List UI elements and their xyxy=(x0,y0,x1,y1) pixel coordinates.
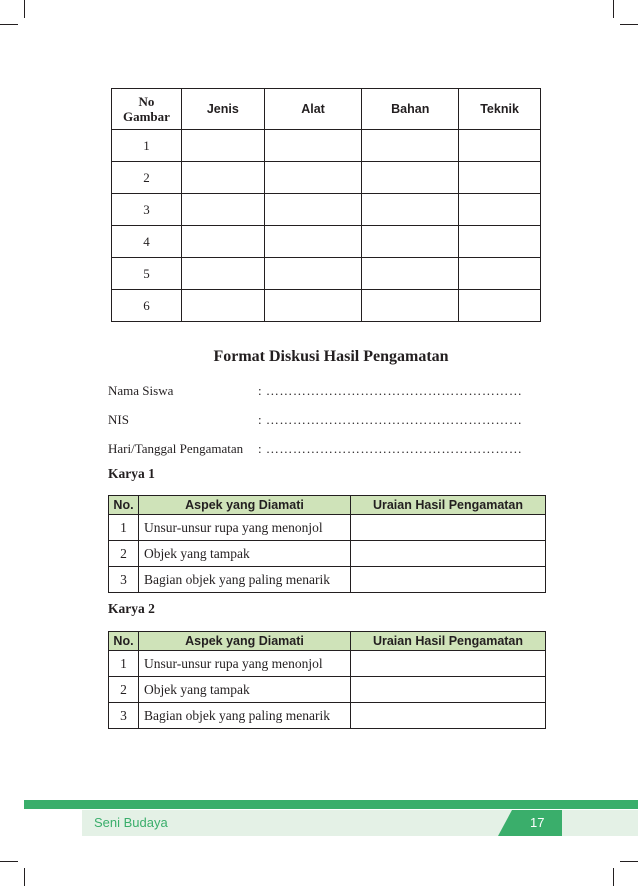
column-header-uraian: Uraian Hasil Pengamatan xyxy=(351,496,546,515)
uraian-cell[interactable] xyxy=(351,651,546,677)
karya-2-table xyxy=(108,631,546,729)
cell-bahan[interactable] xyxy=(362,162,459,194)
field-value-nama-siswa[interactable]: : ………………………………………………… xyxy=(258,383,523,398)
row-number: 2 xyxy=(109,677,139,703)
crop-mark xyxy=(0,24,18,25)
column-header-no-gambar xyxy=(112,89,182,130)
table-row xyxy=(112,290,541,322)
column-header-bahan: Bahan xyxy=(362,89,459,130)
aspek-cell: Unsur-unsur rupa yang menonjol xyxy=(139,515,351,541)
cell-teknik[interactable] xyxy=(459,162,541,194)
row-number: 3 xyxy=(109,703,139,729)
uraian-cell[interactable] xyxy=(351,541,546,567)
cell-bahan[interactable] xyxy=(362,226,459,258)
field-label-hari-tanggal: Hari/Tanggal Pengamatan xyxy=(108,441,244,456)
table-row xyxy=(112,130,541,162)
uraian-cell[interactable] xyxy=(351,515,546,541)
field-label-nama-siswa: Nama Siswa xyxy=(108,383,174,398)
column-header-alat: Alat xyxy=(264,89,362,130)
table-row xyxy=(109,677,546,703)
cell-alat[interactable] xyxy=(264,130,362,162)
karya-1-table xyxy=(108,495,546,593)
uraian-cell[interactable] xyxy=(351,567,546,593)
table-row xyxy=(109,651,546,677)
table-header-row xyxy=(112,89,541,130)
cell-alat[interactable] xyxy=(264,258,362,290)
row-number: 5 xyxy=(112,258,182,290)
table-row xyxy=(109,515,546,541)
crop-mark xyxy=(0,861,18,862)
row-number: 6 xyxy=(112,290,182,322)
cell-teknik[interactable] xyxy=(459,258,541,290)
column-header-aspek: Aspek yang Diamati xyxy=(139,632,351,651)
header-no-line2: Gambar xyxy=(122,109,170,124)
column-header-uraian: Uraian Hasil Pengamatan xyxy=(351,632,546,651)
cell-teknik[interactable] xyxy=(459,226,541,258)
row-number: 2 xyxy=(112,162,182,194)
section-title-text: Format Diskusi Hasil Pengamatan xyxy=(213,348,449,365)
cell-jenis[interactable] xyxy=(181,226,264,258)
cell-alat[interactable] xyxy=(264,226,362,258)
cell-jenis[interactable] xyxy=(181,130,264,162)
table-row xyxy=(112,194,541,226)
field-value-nis[interactable]: : ………………………………………………… xyxy=(258,412,523,427)
cell-teknik[interactable] xyxy=(459,130,541,162)
table-row xyxy=(109,567,546,593)
aspek-cell: Objek yang tampak xyxy=(139,677,351,703)
row-number: 1 xyxy=(109,515,139,541)
cell-bahan[interactable] xyxy=(362,290,459,322)
crop-mark xyxy=(24,0,25,18)
table-header-row xyxy=(109,632,546,651)
table-row xyxy=(112,226,541,258)
cell-alat[interactable] xyxy=(264,194,362,226)
table-row xyxy=(109,703,546,729)
crop-mark xyxy=(620,861,638,862)
cell-jenis[interactable] xyxy=(181,162,264,194)
crop-mark xyxy=(613,0,614,18)
uraian-cell[interactable] xyxy=(351,703,546,729)
aspek-cell: Bagian objek yang paling menarik xyxy=(139,567,351,593)
aspek-cell: Bagian objek yang paling menarik xyxy=(139,703,351,729)
table-row xyxy=(112,162,541,194)
footer-accent-band xyxy=(24,800,638,809)
footer-book-title: Seni Budaya xyxy=(94,815,168,830)
cell-alat[interactable] xyxy=(264,162,362,194)
aspek-cell: Unsur-unsur rupa yang menonjol xyxy=(139,651,351,677)
crop-mark xyxy=(613,868,614,886)
cell-bahan[interactable] xyxy=(362,130,459,162)
karya-2-heading: Karya 2 xyxy=(108,601,155,616)
cell-jenis[interactable] xyxy=(181,194,264,226)
table-row xyxy=(112,258,541,290)
crop-mark xyxy=(620,24,638,25)
cell-teknik[interactable] xyxy=(459,290,541,322)
row-number: 1 xyxy=(109,651,139,677)
uraian-cell[interactable] xyxy=(351,677,546,703)
field-label-nis: NIS xyxy=(108,412,129,427)
table-header-row xyxy=(109,496,546,515)
row-number: 1 xyxy=(112,130,182,162)
column-header-aspek: Aspek yang Diamati xyxy=(139,496,351,515)
column-header-jenis: Jenis xyxy=(181,89,264,130)
section-title xyxy=(0,348,638,366)
cell-jenis[interactable] xyxy=(181,258,264,290)
row-number: 2 xyxy=(109,541,139,567)
row-number: 4 xyxy=(112,226,182,258)
field-value-hari-tanggal[interactable]: : ………………………………………………… xyxy=(258,441,523,456)
cell-alat[interactable] xyxy=(264,290,362,322)
column-header-no: No. xyxy=(109,632,139,651)
cell-teknik[interactable] xyxy=(459,194,541,226)
cell-jenis[interactable] xyxy=(181,290,264,322)
karya-1-heading: Karya 1 xyxy=(108,466,155,481)
aspek-cell: Objek yang tampak xyxy=(139,541,351,567)
row-number: 3 xyxy=(112,194,182,226)
table-row xyxy=(109,541,546,567)
row-number: 3 xyxy=(109,567,139,593)
page-number: 17 xyxy=(530,815,545,830)
cell-bahan[interactable] xyxy=(362,194,459,226)
cell-bahan[interactable] xyxy=(362,258,459,290)
crop-mark xyxy=(24,868,25,886)
header-no-line1: No xyxy=(138,94,155,109)
observation-table xyxy=(111,88,541,322)
column-header-no: No. xyxy=(109,496,139,515)
column-header-teknik: Teknik xyxy=(459,89,541,130)
